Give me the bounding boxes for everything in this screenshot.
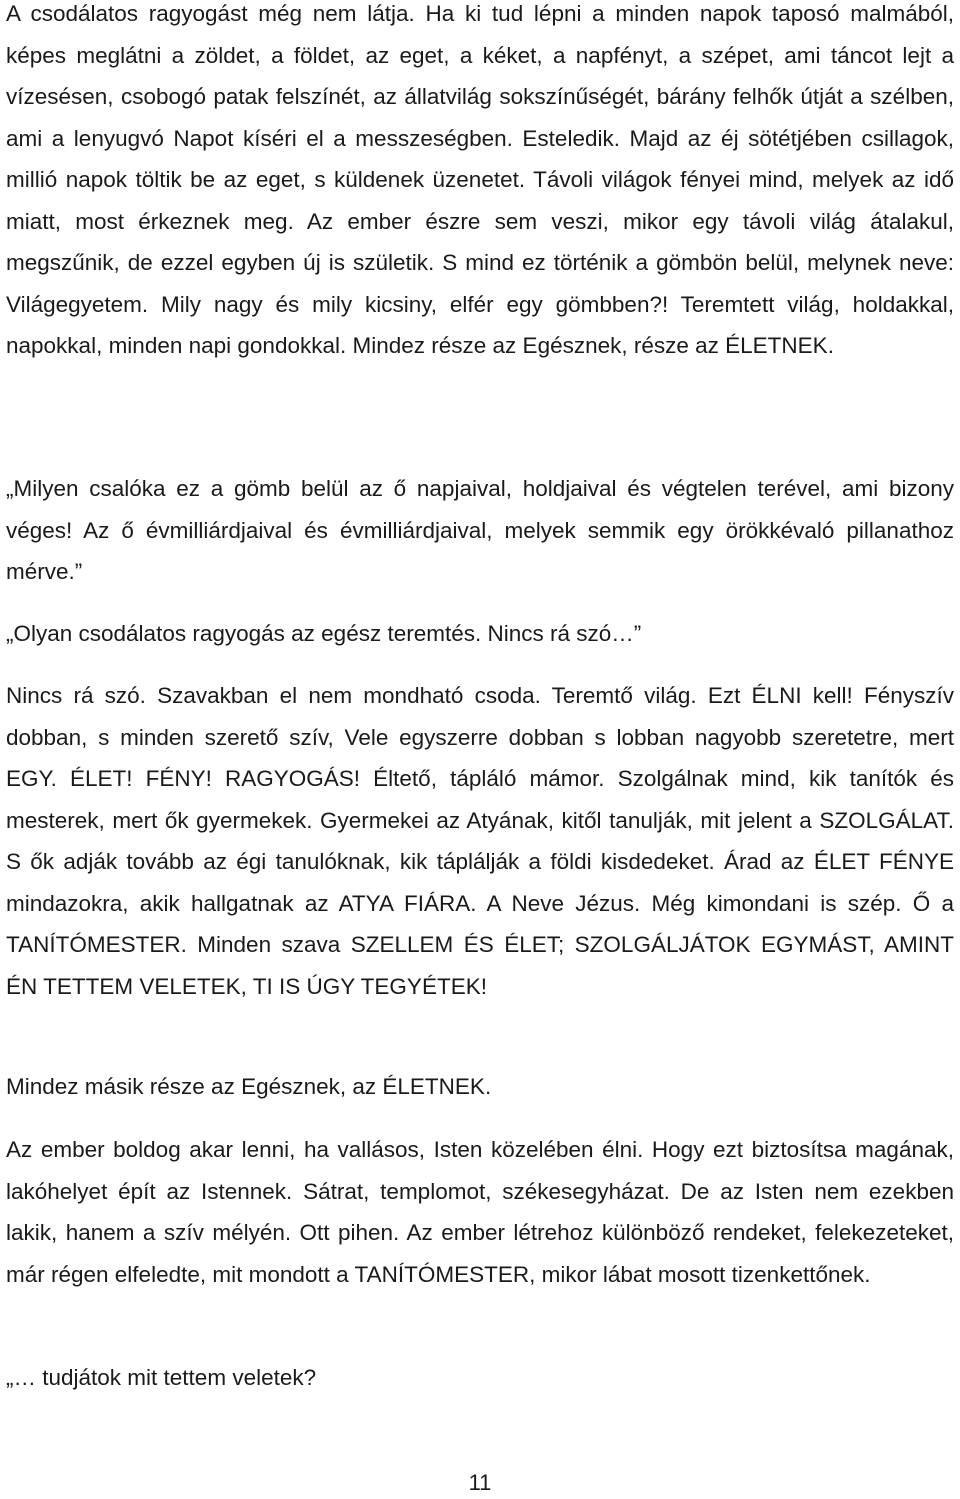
paragraph-7-quote: „… tudjátok mit tettem veletek? — [6, 1365, 317, 1390]
paragraph-5: Mindez másik része az Egésznek, az ÉLETNEK. — [6, 1074, 492, 1099]
page-number: 11 — [468, 1470, 492, 1495]
paragraph-1: A csodálatos ragyogást még nem látja. Ha ki tud lépni a minden napok taposó malmából, képes meglátni a zöldet, a földet, az eget, a kéket, a napfényt, a szépet, ami táncot lejt a vízesésen, csobogó patak felszínét, az állatvilág sokszínűségét, bárány felhők útját a szélben, ami a lenyugvó Napot kíséri el a messzeségben. Esteledik. Majd az éj sötétjében csillagok, millió napok töltik be az eget, s küldenek üzenetet. Távoli világok fényei mind, melyek az idő miatt, most érkeznek meg. Az ember észre sem veszi, mikor egy távoli világ átalakul, megszűnik, de ezzel egyben új is születik. S mind ez történik a gömbön belül, melynek neve: Világegyetem. Mily nagy és mily kicsiny, elfér egy gömbben?! Teremtett világ, holdakkal, napokkal, minden napi gondokkal. Mindez része az Egésznek, része az ÉLETNEK. — [6, 1, 954, 358]
paragraph-2-quote: „Milyen csalóka ez a gömb belül az ő napjaival, holdjaival és végtelen terével, ami bizony véges! Az ő évmilliárdjaival és évmilliárdjaival, melyek semmik egy örökkévaló pillanathoz mérve.” — [6, 476, 954, 584]
paragraph-4: Nincs rá szó. Szavakban el nem mondható csoda. Teremtő világ. Ezt ÉLNI kell! Fényszív dobban, s minden szerető szív, Vele egyszerre dobban s lobban nagyobb szeretetre, mert EGY. ÉLET! FÉNY! RAGYOGÁS! Éltető, tápláló mámor. Szolgálnak mind, kik tanítók és mesterek, mert ők gyermekek. Gyermekei az Atyának, kitől tanulják, mit jelent a SZOLGÁLAT. S ők adják tovább az égi tanulóknak, kik táplálják a földi kisdedeket. Árad az ÉLET FÉNYE mindazokra, akik hallgatnak az ATYA FIÁRA. A Neve Jézus. Még kimondani is szép. Ő a TANÍTÓMESTER. Minden szava SZELLEM ÉS ÉLET; SZOLGÁLJÁTOK EGYMÁST, AMINT ÉN TETTEM VELETEK, TI IS ÚGY TEGYÉTEK! — [6, 683, 954, 999]
paragraph-3-quote: „Olyan csodálatos ragyogás az egész teremtés. Nincs rá szó…” — [6, 621, 642, 646]
paragraph-6: Az ember boldog akar lenni, ha vallásos, Isten közelében élni. Hogy ezt biztosítsa magának, lakóhelyet épít az Istennek. Sátrat, templomot, székesegyházat. De az Isten nem ezekben lakik, hanem a szív mélyén. Ott pihen. Az ember létrehoz különböző rendeket, felekezeteket, már régen elfeledte, mit mondott a TANÍTÓMESTER, mikor lábat mosott tizenkettőnek. — [6, 1137, 954, 1287]
